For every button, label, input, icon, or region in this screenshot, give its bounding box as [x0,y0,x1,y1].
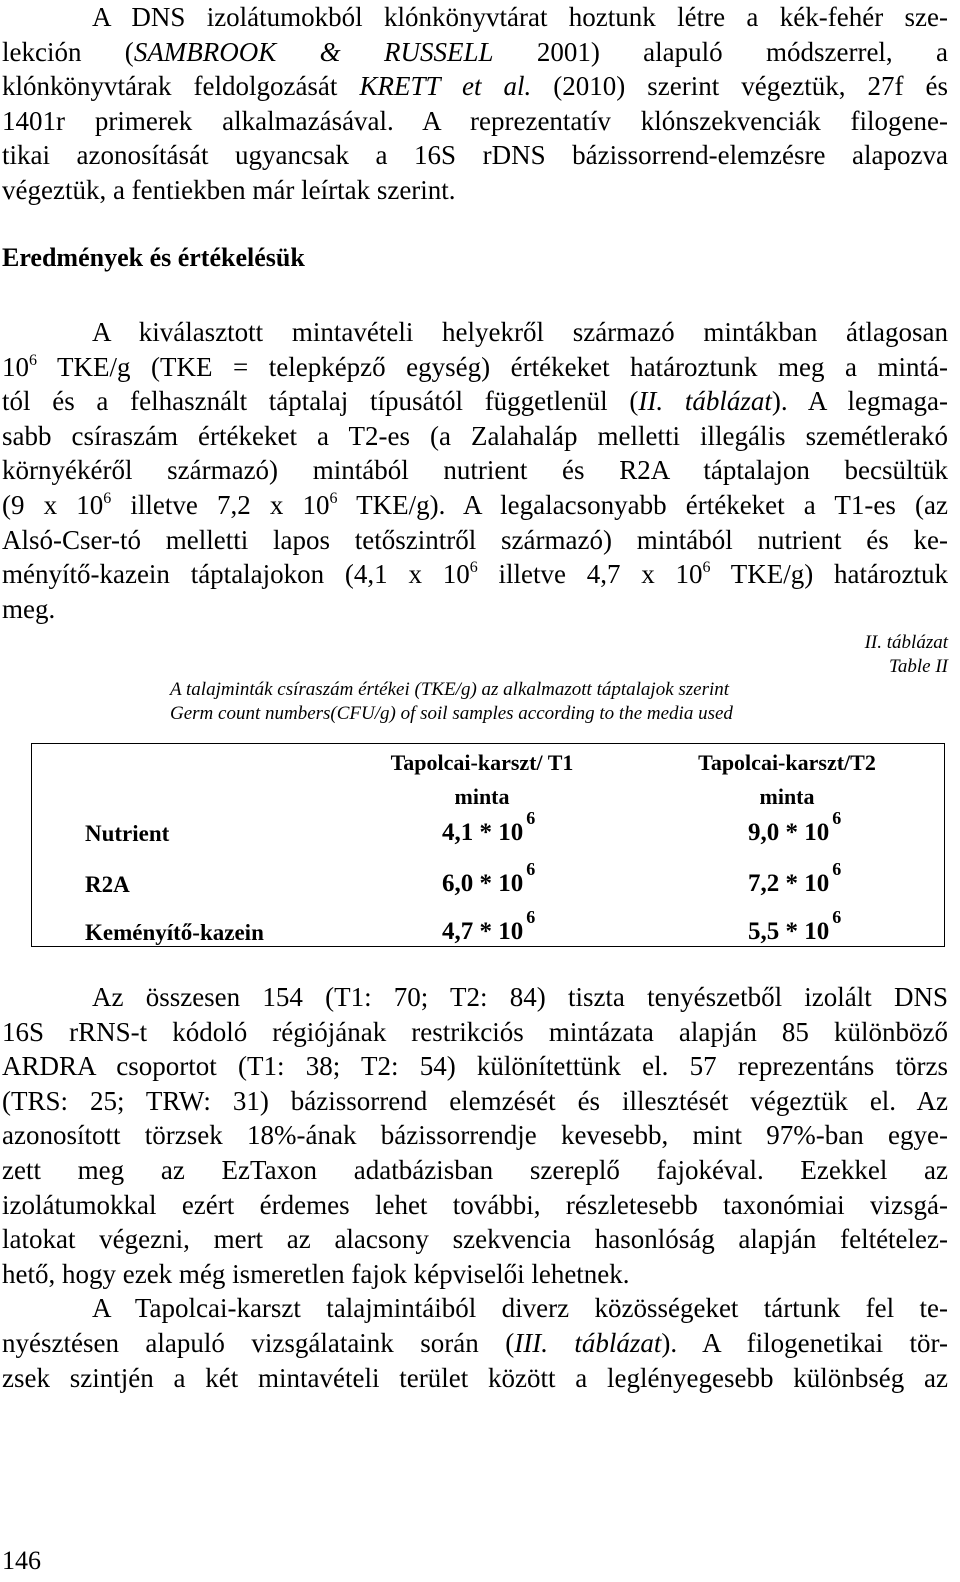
results-paragraph [2,315,948,626]
text-line: azonosított törzsek 18%-ának bázissorrendje kevesebb, mint 97%-ban egye- [2,1120,948,1151]
text-line: hető, hogy ezek még ismeretlen fajok képviselői lehetnek. [2,1258,630,1289]
column-header-t1: Tapolcai-karszt/ T1 minta [390,750,574,809]
text-line: Alsó-Cser-tó melletti lapos tetőszintről származó) mintából nutrient és ke- [2,524,948,555]
table-reference: III. táblázat [514,1327,662,1358]
cell-value-t2: $5,5 * 10^6$ [748,907,842,945]
table-label-en: Table II [889,656,948,677]
text-line: tól és a felhasznált táptalaj típusától függetlenül (II. táblázat). A legmaga- [2,386,948,417]
text-line: meg. [2,593,56,624]
discussion-paragraph [2,980,948,1395]
row-medium: R2A [85,872,130,897]
cell-value-t2: $9,0 * 10^6$ [748,808,842,846]
text-line: zett meg az EzTaxon adatbázisban szereplő fajokéval. Ezekkel az [2,1154,948,1185]
cell-value-t1: $4,1 * 10^6$ [442,808,536,846]
text-line: nyésztésen alapuló vizsgálataink során (III. táblázat). A filogenetikai tör- [2,1327,948,1358]
text-line: $10^6$ TKE/g (TKE = telepképző egység) értékeket határoztunk meg a mintá- [2,351,948,382]
citation-authors: SAMBROOK & RUSSELL [133,36,494,67]
table-caption-hu: A talajminták csíraszám értékei (TKE/g) az alkalmazott táptalajok szerint [170,679,730,700]
text-line: környékéről származó) mintából nutrient és R2A táptalajon becsültük [2,455,948,486]
text-line: ARDRA csoportot (T1: 38; T2: 54) különítettünk el. 57 reprezentáns törzs [2,1051,948,1082]
row-medium: Nutrient [85,821,170,846]
cell-value-t2: $7,2 * 10^6$ [748,859,842,897]
column-header-t2: Tapolcai-karszt/T2 minta [698,750,876,809]
table-label-hu: II. táblázat [864,632,948,653]
section-heading: Eredmények és értékelésük [2,243,305,272]
text-line: lekción (SAMBROOK & RUSSELL 2001) alapuló módszerrel, a [2,36,949,67]
text-line: zsek szintjén a két mintavételi terület között a leglényegesebb különbség az [2,1362,948,1393]
text-line: 16S rRNS-t kódoló régiójának restrikciós mintázata alapján 85 különböző [2,1016,948,1047]
text-line: A kiválasztott mintavételi helyekről származó mintákban átlagosan [92,317,948,347]
row-medium: Keményítő-kazein [85,920,264,945]
intro-paragraph [2,0,948,208]
text-line: tikai azonosítását ugyancsak a 16S rDNS bázissorrend-elemzésre alapozva [2,140,948,171]
text-line: klónkönyvtárak feldolgozását KRETT et al. (2010) szerint végeztük, 27f és [2,71,949,102]
cell-value-t1: $6,0 * 10^6$ [442,859,536,897]
germ-count-table [31,743,945,947]
text-line: 1401r primerek alkalmazásával. A reprezentatív klónszekvenciák filogene- [2,105,948,136]
text-line: latokat végezni, mert az alacsony szekvencia hasonlóság alapján feltételez- [2,1224,948,1255]
page-number: 146 [2,1546,41,1575]
text-line: A Tapolcai-karszt talajmintáiból diverz közösségeket tártunk fel te- [92,1293,948,1324]
table-caption-en: Germ count numbers(CFU/g) of soil samples according to the media used [170,703,733,724]
text-line: ményítő-kazein táptalajokon (4,1 x $10^6$ illetve 4,7 x $10^6$ TKE/g) határoztuk [2,559,949,590]
text-line: Az összesen 154 (T1: 70; T2: 84) tiszta tenyészetből izolált DNS [92,982,948,1012]
text-line: A DNS izolátumokból klónkönyvtárat hoztunk létre a kék-fehér sze- [92,2,948,32]
citation-authors: KRETT et al. [359,71,532,102]
text-line: sabb csíraszám értékeket a T2-es (a Zalahaláp melletti illegális szemétlerakó [2,420,948,451]
text-line: (9 x $10^6$ illetve 7,2 x $10^6$ TKE/g). A legalacsonyabb értékeket a T1-es (az [2,489,948,520]
table-reference: II. táblázat [638,386,772,417]
text-line: izolátumokkal ezért érdemes lehet további, részletesebb taxonómiai vizsgá- [2,1189,948,1220]
cell-value-t1: $4,7 * 10^6$ [442,907,536,945]
text-line: (TRS: 25; TRW: 31) bázissorrend elemzését és illesztését végeztük el. Az [2,1085,948,1116]
text-line: végeztük, a fentiekben már leírtak szerint. [2,174,456,205]
